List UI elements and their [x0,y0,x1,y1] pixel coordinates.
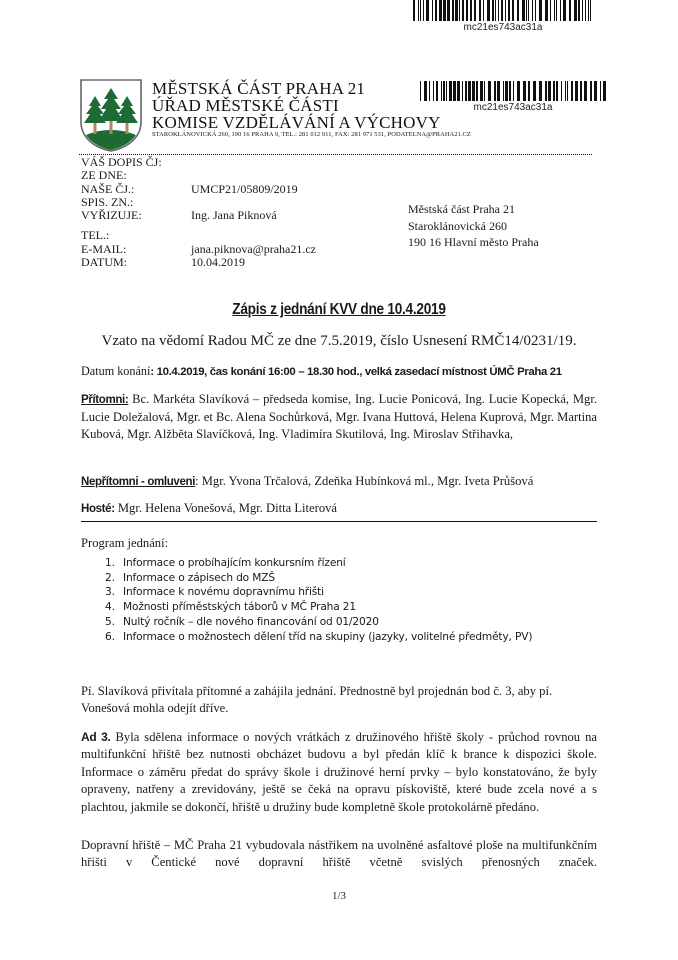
barcode-bar [603,81,606,101]
item-number: 5. [105,615,115,628]
attendees-absent [81,473,597,491]
barcode-code: mc21es743ac31a [473,102,553,113]
org-name: MĚSTSKÁ ČÁST PRAHA 21 [152,79,366,98]
item-text: Informace o probíhajícím konkursním řízení [123,557,346,569]
meta-label: VÁŠ DOPIS ČJ: [81,155,162,169]
program-item [105,630,532,645]
item-text: Možnosti příměstských táborů v MČ Praha 21 [123,601,356,614]
section-divider [81,521,597,522]
program-list [105,556,532,644]
document-subtitle: Vzato na vědomí Radou MČ ze dne 7.5.2019, číslo Usnesení RMČ14/0231/19. [101,333,577,349]
meeting-value: : 10.4.2019, čas konání 16:00 – 18.30 hod., velká zasedací místnost ÚMČ Praha 21 [150,366,562,378]
program-item [105,585,532,600]
guests-text: Mgr. Helena Vonešová, Mgr. Ditta Literová [114,501,338,515]
meeting-label: Datum konání [81,364,151,378]
meta-label: NAŠE ČJ.: [81,182,135,196]
welcome-paragraph: Pí. Slavíková přivítala přítomné a zahájila jednání. Přednostně byl projednán bod č. 3, aby pí. Vonešová mohla odejít dříve. [81,684,553,716]
item-number: 3. [105,586,115,599]
absent-text: : Mgr. Yvona Trčalová, Zdeňka Hubínková ml., Mgr. Iveta Průšová [195,474,534,488]
barcode-bar [590,0,591,21]
reference-number: UMCP21/05809/2019 [191,182,298,196]
barcode-bars [413,0,593,21]
org-committee: KOMISE VZDĚLÁVÁNÍ A VÝCHOVY [152,113,441,132]
page-number: 1/3 [331,890,347,902]
item-number: 2. [105,571,115,584]
program-item [105,615,532,630]
program-item [105,600,532,615]
present-text: Bc. Markéta Slavíková – předseda komise, Ing. Lucie Ponicová, Ing. Lucie Kopecká, Mgr. Lucie Doležalová, Mgr. et Bc. Alena Sochůrková, Mgr. Ivana Huttová, Helena Kuprová, Mgr. Martina Kubová, Mgr. Alžběta Slavíčková, Ing. Vladimíra Skutilová, Ing. Miroslav Střihavka, [81,392,597,442]
guests [81,500,597,518]
meta-label: VYŘIZUJE: [81,208,142,222]
attendees-present [81,391,597,444]
item-text: Informace k novému dopravnímu hřišti [123,586,324,599]
recipient-line: 190 16 Hlavní město Praha [408,235,539,249]
program-heading: Program jednání: [81,536,169,550]
org-address: STAROKLÁNOVICKÁ 260, 190 16 PRAHA 9, TEL.: 281 012 911, FAX: 281 971 531, PODATELNA@PRAHA21.CZ [152,131,471,138]
coat-of-arms-logo-icon [79,78,143,152]
barcode-bars [420,81,606,101]
barcode-header [420,81,606,113]
email-link[interactable]: jana.piknova@praha21.cz [191,242,316,256]
agenda-item-3-paragraph [81,729,597,816]
program-item [105,571,532,586]
recipient-line: Staroklánovická 260 [408,219,507,233]
meta-label: E-MAIL: [81,242,127,256]
org-office: ÚŘAD MĚSTSKÉ ČÁSTI [152,96,339,115]
meeting-info [81,364,562,379]
barcode-code: mc21es743ac31a [463,22,543,33]
item-text: Informace o možnostech dělení tříd na skupiny (jazyky, volitelné předměty, PV) [123,630,533,643]
document-date: 10.04.2019 [191,255,245,269]
item-number: 6. [105,630,115,643]
present-label: Přítomni: [81,394,129,406]
meta-label: ZE DNE: [81,168,127,182]
guests-label: Hosté: [81,503,115,515]
barcode-top [413,0,593,33]
traffic-playground-paragraph: Dopravní hřiště – MČ Praha 21 vybudovala nástřikem na uvolněné asfaltové ploše na multifunkčním hřišti v Čentické nové dopravní hřiště včetně svislých přenosných značek. [81,838,597,870]
program-item [105,556,532,571]
document-title: Zápis z jednání KVV dne 10.4.2019 [232,301,446,318]
item-text: Nultý ročník – dle nového financování od 01/2020 [123,615,379,628]
item-text: Informace o zápisech do MZŠ [123,571,275,584]
ad3-label: Ad 3. [81,730,111,744]
meta-label: TEL.: [81,228,110,242]
ad3-text: Byla sdělena informace o nových vrátkách z družinového hřiště školy - průchod rovnou na multifunkční hřiště bez nutnosti obcházet budovu a byl předán klíč k brance k dispozici škole. Informace o záměru předat do správy škole i družinové herní prvky – bylo konstatováno, že byly opraveny, natřeny a zrevidovány, ještě se čeká na opravu pískoviště, které bude zcela nové a s plachtou, jakmile se dokončí, hřiště u družiny bude kompletně škole protokolárně předáno. [81,730,597,814]
handled-by: Ing. Jana Piknová [191,208,277,222]
item-number: 4. [105,601,115,614]
meta-label: DATUM: [81,255,128,269]
meta-label: SPIS. ZN.: [81,195,134,209]
absent-label: Nepřítomni - omluveni [81,476,196,488]
recipient-line: Městská část Praha 21 [408,202,515,216]
item-number: 1. [105,557,115,569]
